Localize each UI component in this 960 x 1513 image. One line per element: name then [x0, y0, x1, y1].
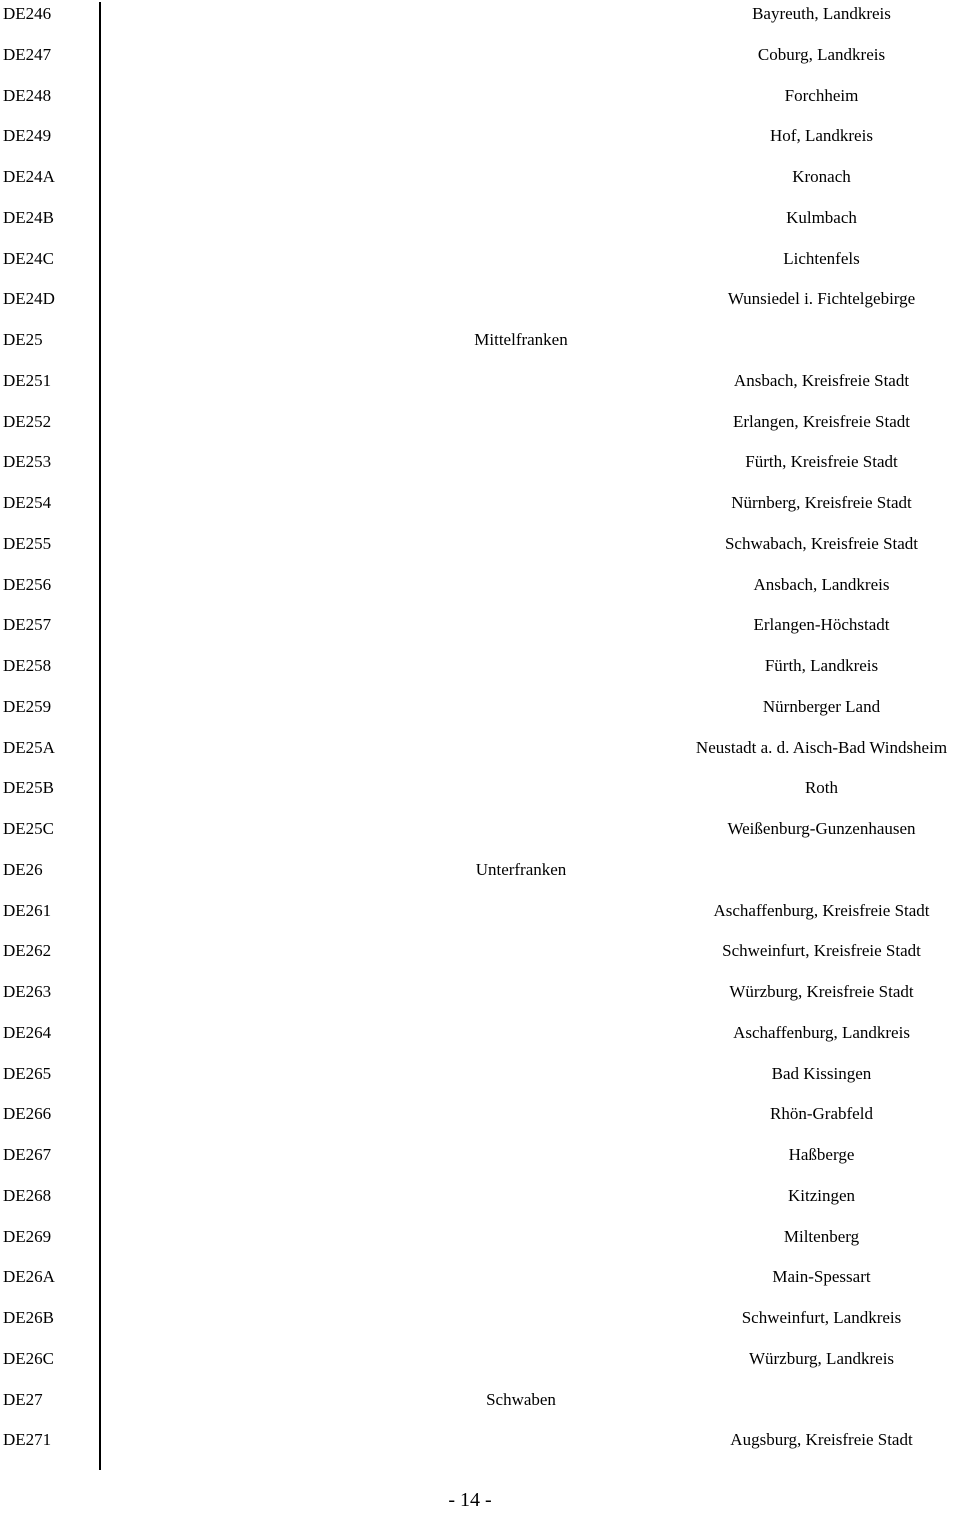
- table-row: [0, 1426, 960, 1467]
- district-name: Kulmbach: [786, 207, 857, 227]
- district-name: Kronach: [792, 167, 851, 186]
- nuts-code: DE25: [3, 330, 43, 349]
- table-row: [0, 448, 960, 489]
- nuts-code: DE268: [3, 1185, 52, 1205]
- district-name: Hof, Landkreis: [770, 126, 873, 146]
- district-name: Weißenburg-Gunzenhausen: [727, 819, 916, 838]
- table-row: [0, 1386, 960, 1427]
- district-name: Fürth, Landkreis: [764, 656, 879, 675]
- nuts-code: DE262: [3, 941, 52, 961]
- district-name: Rhön-Grabfeld: [770, 1104, 873, 1124]
- table-row: [0, 815, 960, 856]
- table-row: [0, 530, 960, 571]
- district-name: Coburg, Landkreis: [757, 44, 886, 64]
- district-name: Forchheim: [784, 85, 859, 105]
- nuts-code: DE256: [3, 574, 52, 594]
- nuts-code: DE26C: [3, 1348, 54, 1368]
- district-name: Ansbach, Landkreis: [753, 574, 890, 594]
- table-row: [0, 245, 960, 286]
- nuts-code: DE255: [3, 533, 52, 553]
- region-name: Schwaben: [486, 1389, 556, 1409]
- nuts-code: DE263: [3, 982, 52, 1001]
- nuts-code: DE266: [3, 1104, 52, 1124]
- nuts-code: DE249: [3, 126, 52, 146]
- nuts-code: DE24B: [3, 207, 54, 227]
- district-name: Miltenberg: [783, 1226, 860, 1246]
- district-name: Fürth, Kreisfreie Stadt: [745, 452, 898, 472]
- table-row: [0, 652, 960, 693]
- district-name: Bayreuth, Landkreis: [752, 4, 891, 23]
- nuts-code: DE264: [3, 1022, 52, 1042]
- nuts-code: DE247: [3, 44, 52, 64]
- nuts-code: DE25A: [3, 737, 55, 757]
- district-name: Würzburg, Landkreis: [748, 1348, 895, 1368]
- district-name: Augsburg, Kreisfreie Stadt: [730, 1430, 913, 1450]
- table-row: [0, 734, 960, 775]
- region-name: Unterfranken: [475, 859, 567, 879]
- nuts-code: DE24A: [3, 167, 55, 186]
- district-name: Lichtenfels: [783, 248, 860, 268]
- table-row: [0, 856, 960, 897]
- district-name: Aschaffenburg, Kreisfreie Stadt: [713, 900, 930, 920]
- district-name: Roth: [804, 778, 839, 798]
- nuts-code: DE25C: [3, 819, 54, 838]
- table-row: [0, 367, 960, 408]
- table-row: [0, 285, 960, 326]
- table-row: [0, 1345, 960, 1386]
- district-name: Wunsiedel i. Fichtelgebirge: [727, 289, 916, 309]
- nuts-code: DE248: [3, 85, 52, 105]
- nuts-code: DE252: [3, 411, 52, 431]
- nuts-code: DE261: [3, 900, 52, 920]
- table-row: [0, 1263, 960, 1304]
- nuts-code: DE265: [3, 1063, 52, 1083]
- nuts-code: DE253: [3, 452, 52, 472]
- nuts-code: DE254: [3, 493, 52, 512]
- district-name: Würzburg, Kreisfreie Stadt: [729, 982, 914, 1001]
- table-row: [0, 693, 960, 734]
- nuts-code: DE258: [3, 656, 52, 675]
- region-name: Mittelfranken: [474, 330, 568, 349]
- nuts-code: DE26B: [3, 1308, 54, 1327]
- district-name: Aschaffenburg, Landkreis: [733, 1022, 910, 1042]
- nuts-code: DE246: [3, 4, 52, 23]
- nuts-code: DE26A: [3, 1267, 55, 1287]
- table-row: [0, 41, 960, 82]
- nuts-code: DE26: [3, 859, 43, 879]
- district-name: Bad Kissingen: [771, 1063, 872, 1083]
- table-row: [0, 611, 960, 652]
- table-row: [0, 1100, 960, 1141]
- table-row: [0, 571, 960, 612]
- district-name: Nürnberg, Kreisfreie Stadt: [731, 493, 912, 512]
- table-row: [0, 82, 960, 123]
- table-row: [0, 774, 960, 815]
- district-name: Nürnberger Land: [762, 696, 881, 716]
- table-row: [0, 1223, 960, 1264]
- district-name: Ansbach, Kreisfreie Stadt: [733, 370, 910, 390]
- nuts-code: DE27: [3, 1389, 43, 1409]
- nuts-code: DE271: [3, 1430, 52, 1450]
- nuts-code: DE267: [3, 1145, 52, 1164]
- district-name: Kitzingen: [787, 1185, 856, 1205]
- nuts-code: DE24C: [3, 248, 54, 268]
- table-row: [0, 1182, 960, 1223]
- table-row: [0, 204, 960, 245]
- table-row: [0, 122, 960, 163]
- district-name: Erlangen-Höchstadt: [753, 615, 890, 635]
- table-row: [0, 1141, 960, 1182]
- nuts-code: DE24D: [3, 289, 55, 309]
- nuts-code: DE257: [3, 615, 52, 635]
- nuts-code: DE259: [3, 696, 52, 716]
- district-name: Main-Spessart: [772, 1267, 871, 1287]
- table-row: [0, 1304, 960, 1345]
- table-row: [0, 978, 960, 1019]
- district-name: Erlangen, Kreisfreie Stadt: [732, 411, 910, 431]
- nuts-code: DE269: [3, 1226, 52, 1246]
- district-name: Haßberge: [788, 1145, 855, 1164]
- table-row: [0, 897, 960, 938]
- district-name: Schweinfurt, Landkreis: [741, 1308, 902, 1327]
- table-row: [0, 1060, 960, 1101]
- page-number: - 14 -: [448, 1489, 492, 1511]
- nuts-code: DE251: [3, 370, 52, 390]
- district-name: Schwabach, Kreisfreie Stadt: [724, 533, 919, 553]
- district-name: Neustadt a. d. Aisch-Bad Windsheim: [695, 737, 948, 757]
- table-row: [0, 0, 960, 41]
- district-name: Schweinfurt, Kreisfreie Stadt: [722, 941, 921, 961]
- nuts-code: DE25B: [3, 778, 54, 798]
- table-row: [0, 1019, 960, 1060]
- table-row: [0, 326, 960, 367]
- table-row: [0, 408, 960, 449]
- table-row: [0, 163, 960, 204]
- table-row: [0, 937, 960, 978]
- table-row: [0, 489, 960, 530]
